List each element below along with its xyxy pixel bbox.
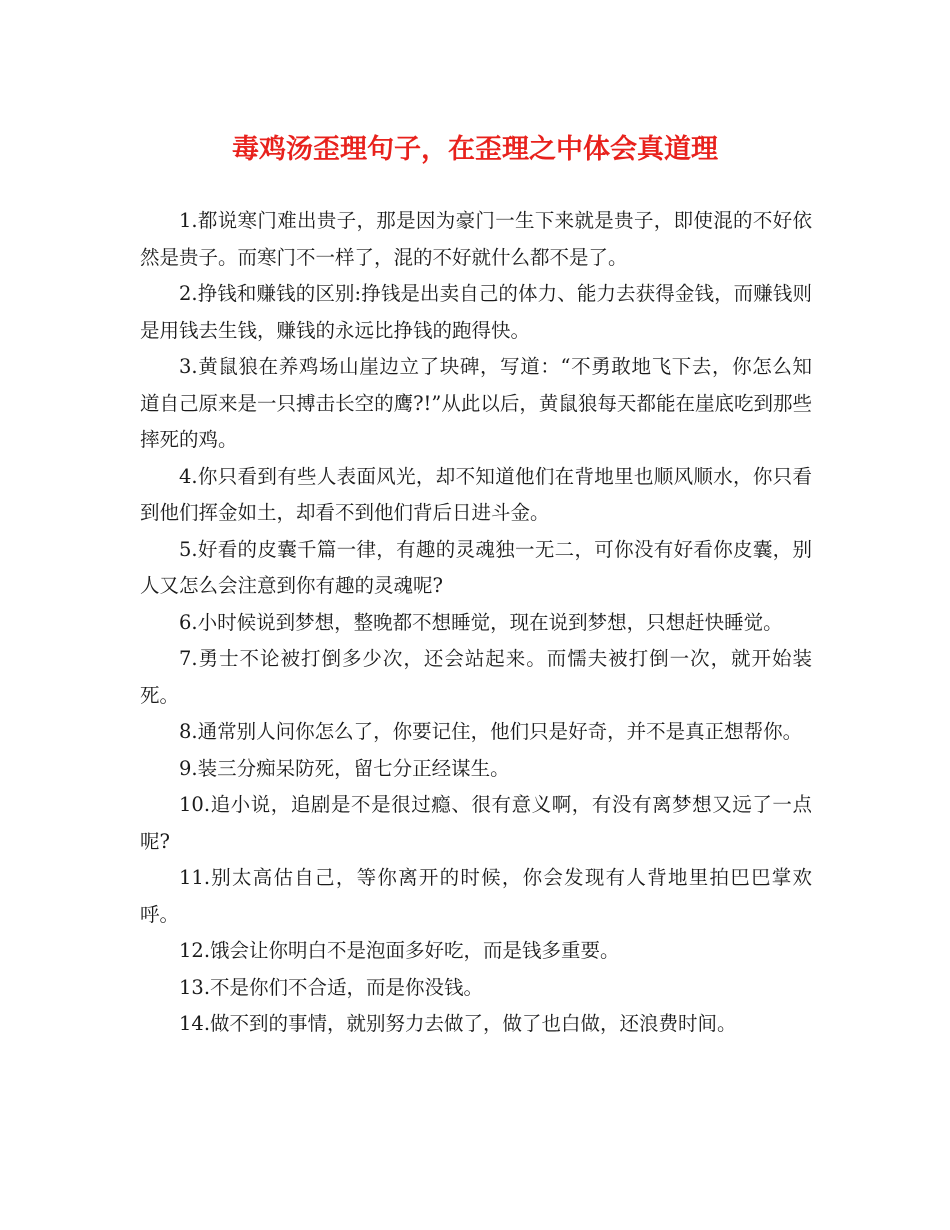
paragraph-2: 2.挣钱和赚钱的区别:挣钱是出卖自己的体力、能力去获得金钱，而赚钱则是用钱去生钱，赚钱的永远比挣钱的跑得快。	[140, 282, 812, 342]
paragraph-4: 4.你只看到有些人表面风光，却不知道他们在背地里也顺风顺水，你只看到他们挥金如土，却看不到他们背后日进斗金。	[140, 464, 812, 524]
paragraph-3: 3.黄鼠狼在养鸡场山崖边立了块碑，写道：“不勇敢地飞下去，你怎么知道自己原来是一只搏击长空的鹰?!”从此以后，黄鼠狼每天都能在崖底吃到那些摔死的鸡。	[140, 355, 812, 451]
document-body	[140, 203, 812, 1043]
paragraph-5: 5.好看的皮囊千篇一律，有趣的灵魂独一无二，可你没有好看你皮囊，别人又怎么会注意到你有趣的灵魂呢?	[140, 537, 812, 597]
paragraph-12: 12.饿会让你明白不是泡面多好吃，而是钱多重要。	[179, 939, 620, 962]
paragraph-1: 1.都说寒门难出贵子，那是因为豪门一生下来就是贵子，即使混的不好依然是贵子。而寒门不一样了，混的不好就什么都不是了。	[140, 209, 812, 269]
paragraph-13: 13.不是你们不合适，而是你没钱。	[179, 975, 484, 999]
paragraph-9: 9.装三分痴呆防死，留七分正经谋生。	[179, 756, 510, 780]
paragraph-8: 8.通常别人问你怎么了，你要记住，他们只是好奇，并不是真正想帮你。	[179, 720, 803, 743]
paragraph-11: 11.别太高估自己，等你离开的时候，你会发现有人背地里拍巴巴掌欢呼。	[140, 866, 812, 926]
paragraph-14: 14.做不到的事情，就别努力去做了，做了也白做，还浪费时间。	[179, 1012, 737, 1035]
paragraph-6: 6.小时候说到梦想，整晚都不想睡觉，现在说到梦想，只想赶快睡觉。	[179, 610, 783, 634]
paragraph-10: 10.追小说，追剧是不是很过瘾、很有意义啊，有没有离梦想又远了一点呢?	[140, 793, 812, 853]
page-title: 毒鸡汤歪理句子，在歪理之中体会真道理	[232, 134, 718, 165]
paragraph-7: 7.勇士不论被打倒多少次，还会站起来。而懦夫被打倒一次，就开始装死。	[140, 647, 812, 707]
